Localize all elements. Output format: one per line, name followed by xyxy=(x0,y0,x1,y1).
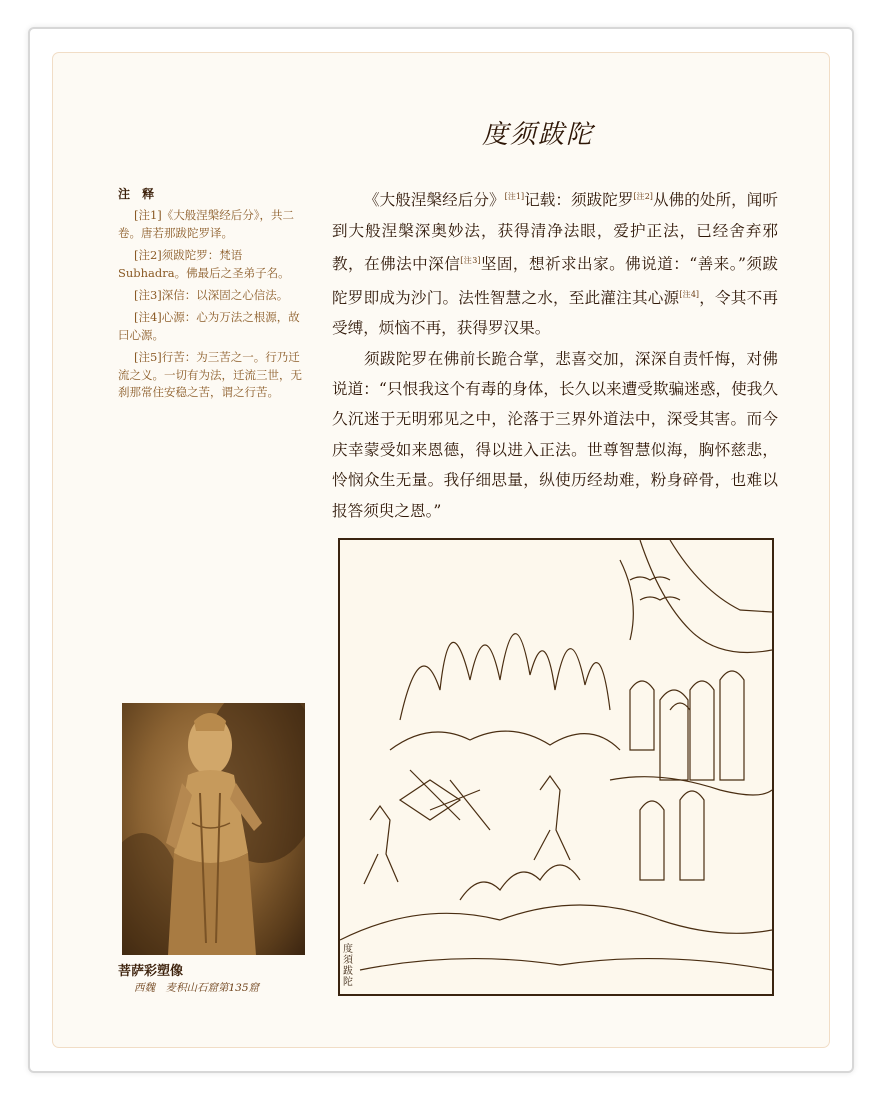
text-run: 记载：须跋陀罗 xyxy=(524,191,634,210)
text-run: ，令其不再受缚，烦恼不再，获得罗汉果。 xyxy=(332,288,778,338)
woodcut-illustration xyxy=(338,538,774,996)
note-item: [注1]《大般涅槃经后分》，共二卷。唐若那跋陀罗译。 xyxy=(118,208,295,240)
text-run: 坚固，想祈求出家。佛说道：“善来。”须跋陀罗即成为沙门。法性智慧之水，至此灌注其心源 xyxy=(332,255,778,307)
photo-subcaption: 西魏 麦积山石窟第135窟 xyxy=(134,982,260,994)
body-paragraph-1 xyxy=(332,182,778,344)
footnote-ref-3: [注3] xyxy=(460,256,481,265)
note-item: [注2]须跋陀罗：梵语Subhadra。佛最后之圣弟子名。 xyxy=(118,248,290,280)
illustration-seal: 度須跋陀 xyxy=(343,944,353,988)
notes-heading: 注 释 xyxy=(118,187,159,201)
notes-section xyxy=(118,186,308,406)
page-title: 度须跋陀 xyxy=(482,120,595,150)
footnote-ref-1: [注1] xyxy=(504,192,525,201)
footnote-ref-2: [注2] xyxy=(633,192,653,201)
photo-caption: 菩萨彩塑像 xyxy=(118,964,184,979)
text-run: 《大般涅槃经后分》 xyxy=(364,191,505,210)
note-item: [注3]深信：以深固之心信法。 xyxy=(134,288,289,303)
note-item: [注5]行苦：为三苦之一。行乃迁流之义。一切有为法，迁流三世，无刹那常住安稳之苦，谓之行苦。 xyxy=(118,350,302,400)
footnote-ref-4: [注4] xyxy=(679,289,700,299)
note-item: [注4]心源：心为万法之根源，故曰心源。 xyxy=(118,310,300,342)
body-text xyxy=(332,182,778,526)
body-paragraph-2: 须跋陀罗在佛前长跪合掌，悲喜交加，深深自责忏悔，对佛说道：“只恨我这个有毒的身体，长久以来遭受欺骗迷惑，使我久久沉迷于无明邪见之中，沦落于三界外道法中，深受其害。而今庆幸蒙受如来恩德，得以进入正法。世尊智慧似海，胸怀慈悲，怜悯众生无量。我仔细思量，纵使历经劫难，粉身碎骨，也难以报答须臾之恩。” xyxy=(332,349,778,520)
text-run: 从佛的处所，闻听到大般涅槃深奥妙法，获得清净法眼，爱护正法，已经舍弃邪教，在佛法中深信 xyxy=(332,191,778,274)
bodhisattva-statue-photo xyxy=(122,703,305,955)
